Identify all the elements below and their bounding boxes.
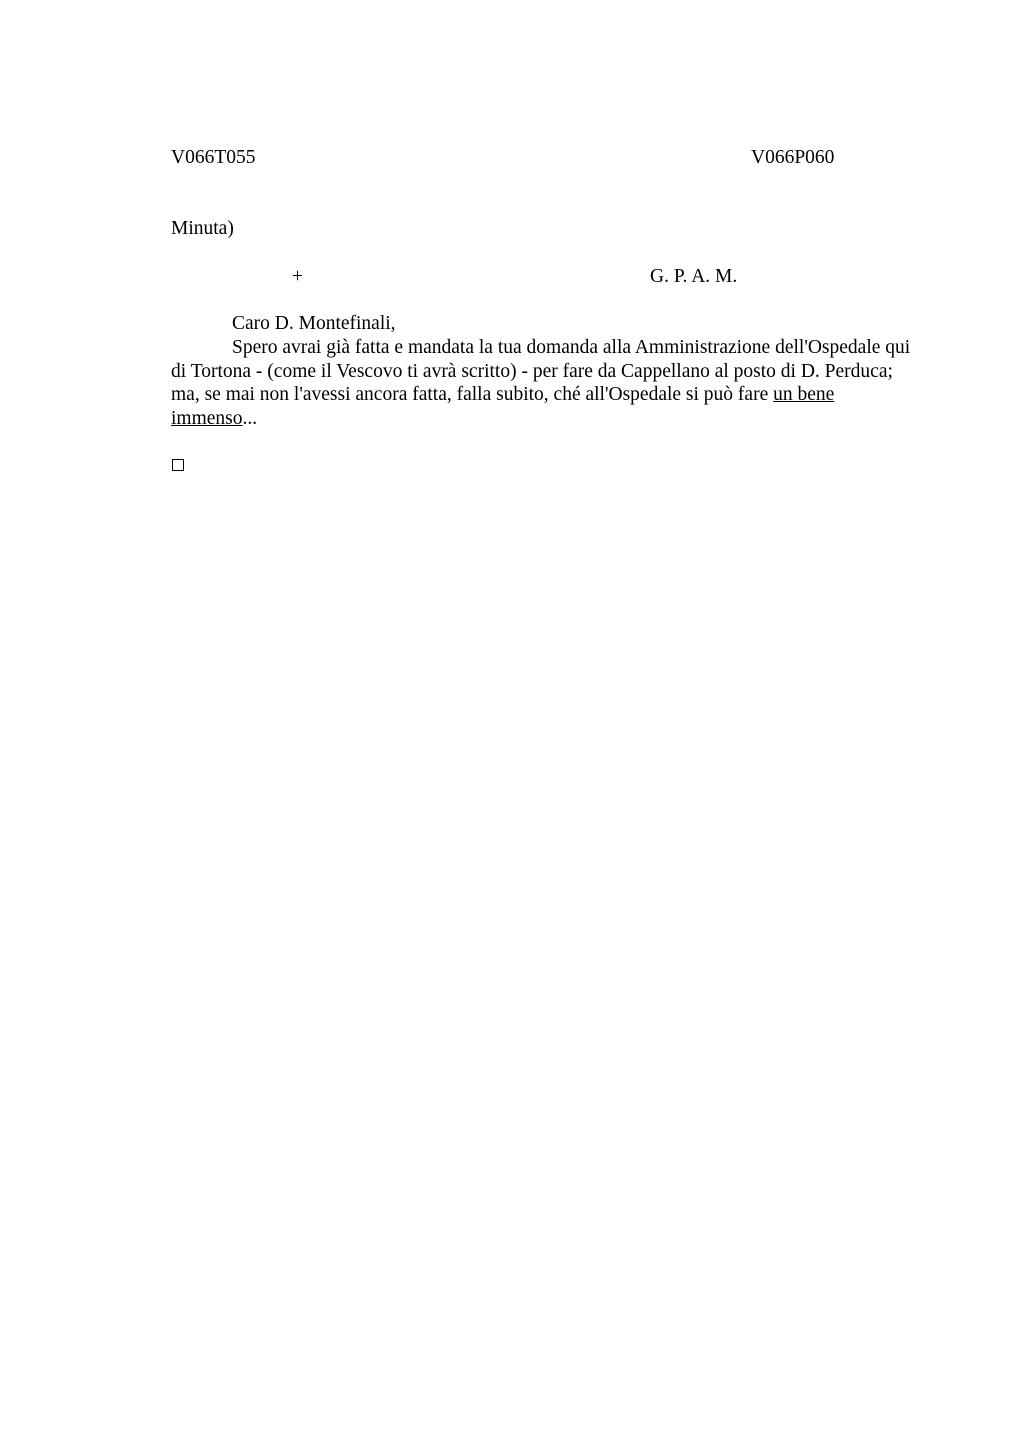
minuta-label: Minuta) [171, 218, 234, 239]
archive-code-right: V066P060 [751, 147, 835, 168]
archive-code-left: V066T055 [171, 147, 256, 168]
empty-box-symbol [172, 459, 184, 471]
underlined-phrase: un bene immenso [171, 384, 835, 430]
cross-symbol: + [292, 266, 303, 287]
motto-initials: G. P. A. M. [650, 266, 738, 287]
paragraph-text: Spero avrai già fatta e mandata la tua domanda alla Amministrazione dell'Ospedale qui di Tortona - (come il Vescovo ti avrà scritto) - per fare da Cappellano al posto di D. Perduca; ma, se mai non l'avessi ancora fatta, falla subito, ché all'Ospedale si può fare [171, 336, 911, 406]
paragraph-ellipsis: ... [242, 408, 258, 430]
letter-paragraph [171, 336, 923, 431]
letter-salutation: Caro D. Montefinali, [232, 313, 396, 334]
letter-body [171, 312, 923, 431]
